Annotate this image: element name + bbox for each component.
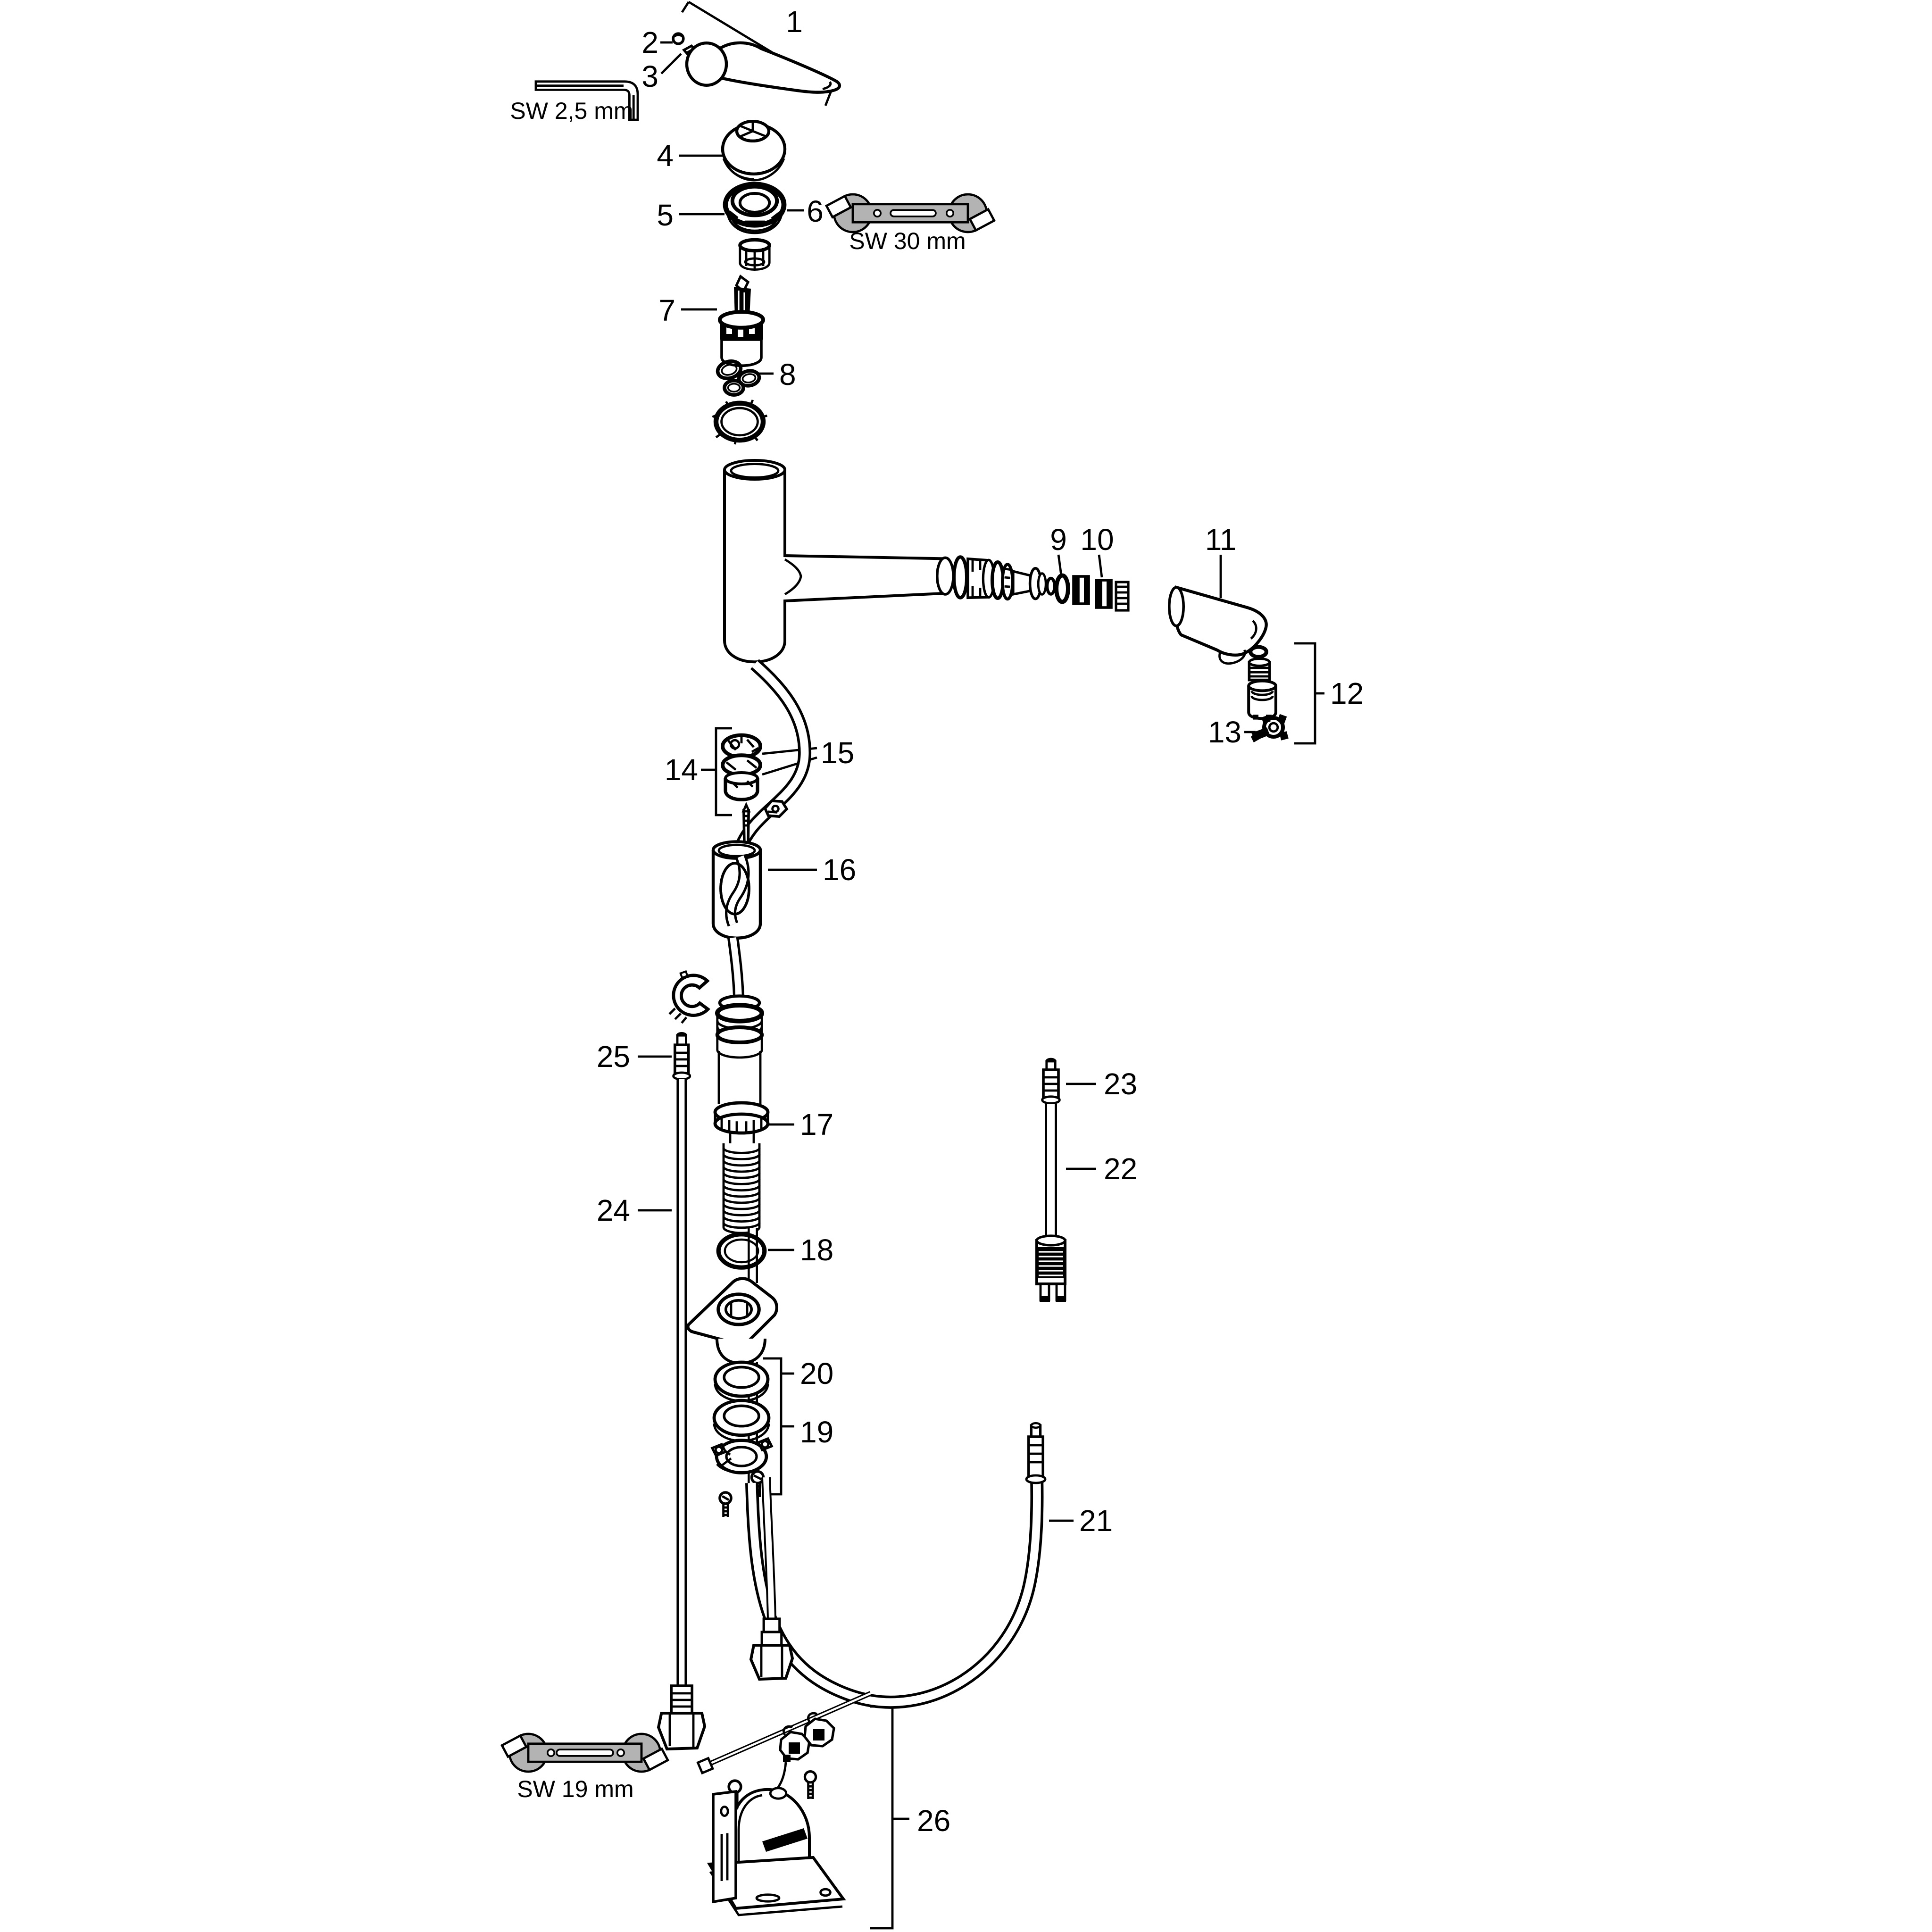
part-label-13: 13 [1208, 715, 1241, 749]
part-label-4: 4 [657, 139, 674, 173]
wrench-hole [617, 1749, 624, 1756]
part-12-aerator-set [1249, 647, 1276, 720]
wrench-30-label: SW 30 mm [849, 228, 966, 254]
split-ring [740, 240, 769, 269]
part-10-bearing-rings [1074, 576, 1111, 608]
shank-fittings [954, 557, 1128, 610]
cable-tie-head [698, 1758, 712, 1773]
part-1-lever-handle [687, 43, 840, 92]
captive-nut [751, 1645, 792, 1679]
part-label-17: 17 [800, 1108, 834, 1141]
part-label-21: 21 [1079, 1504, 1113, 1538]
retaining-c-clip [669, 971, 708, 1023]
bracket-part-26 [870, 1707, 909, 1928]
part-label-12: 12 [1330, 676, 1364, 710]
part-label-14: 14 [664, 753, 698, 787]
part-24-supply-hose [658, 1033, 705, 1749]
escutcheon-dome [717, 1339, 765, 1363]
aerator-insert [1249, 658, 1269, 680]
wrench-19-label: SW 19 mm [517, 1776, 634, 1802]
part-label-16: 16 [823, 853, 857, 887]
wrench-30-tool [826, 194, 994, 232]
captive-nut [658, 1713, 705, 1749]
escutcheon-base [688, 1279, 776, 1363]
part-label-19: 19 [800, 1415, 834, 1449]
part-label-6: 6 [807, 194, 824, 228]
valve-clip [765, 801, 787, 816]
shank-collar [717, 996, 762, 1058]
part-number-labels [597, 5, 1364, 1838]
pullout-hose-mid [733, 938, 739, 996]
part-label-11: 11 [1205, 523, 1237, 557]
part-label-23: 23 [1104, 1067, 1138, 1101]
part-label-5: 5 [657, 198, 674, 232]
part-2-plug [673, 33, 683, 44]
wrench-hole [947, 210, 953, 217]
aerator-o-ring [1250, 647, 1266, 657]
part-25-nipple [674, 1033, 690, 1079]
shank-body [719, 1051, 760, 1104]
part-label-2: 2 [641, 25, 658, 59]
wrench-hole [548, 1749, 554, 1756]
wrench-slot [891, 210, 936, 217]
part-22-supply-hose [1037, 1059, 1066, 1302]
hex-key-label: SW 2,5 mm [510, 98, 633, 124]
wrench-19-tool [502, 1734, 668, 1772]
part-label-8: 8 [779, 358, 796, 391]
part-7-cartridge [720, 276, 763, 366]
leader-part-9 [1058, 555, 1061, 575]
part-14-check-valve-stack [723, 735, 760, 799]
part-label-22: 22 [1104, 1152, 1138, 1186]
part-26-weight-set [698, 1693, 871, 1915]
aerator-housing [1249, 681, 1276, 720]
threaded-tip [1116, 582, 1128, 610]
part-23-nipple [1042, 1059, 1060, 1103]
wrench-slot [557, 1749, 613, 1756]
hose-nipple [1026, 1423, 1045, 1483]
part-label-3: 3 [641, 59, 658, 93]
leader-part-3 [661, 54, 681, 74]
part-label-18: 18 [800, 1233, 834, 1267]
part-label-24: 24 [596, 1193, 630, 1227]
screw-right [805, 1772, 816, 1799]
part-4-dome-cap [723, 121, 785, 180]
leader-part-10 [1099, 555, 1102, 577]
bracket-part-12 [1294, 643, 1324, 743]
part-label-15: 15 [821, 736, 855, 770]
part-label-25: 25 [596, 1040, 630, 1074]
part-label-1: 1 [786, 5, 803, 39]
part-label-7: 7 [658, 293, 675, 327]
faucet-body [724, 460, 954, 662]
valve-pin [743, 805, 749, 844]
part-label-10: 10 [1080, 523, 1114, 557]
clamp-ring [712, 1439, 772, 1473]
spout-outlet [937, 558, 953, 594]
part-9-o-ring [1057, 575, 1068, 602]
quick-connect-block [1037, 1236, 1066, 1302]
weight-bracket [713, 1791, 736, 1902]
clip-wire [776, 1762, 786, 1790]
part-5-retaining-nut [725, 184, 784, 233]
part-21-pullout-hose [752, 1423, 1045, 1702]
part-label-26: 26 [917, 1804, 951, 1838]
clamp-screw-left [720, 1492, 731, 1517]
part-label-9: 9 [1050, 523, 1067, 557]
small-seal [1047, 578, 1055, 594]
part-17-threaded-shank [715, 1103, 768, 1233]
part-18-o-ring [718, 1234, 765, 1267]
part-label-20: 20 [800, 1357, 834, 1391]
wrench-hole [874, 210, 881, 217]
toothed-ring [712, 400, 767, 444]
part-20-washer [715, 1362, 768, 1401]
part-16-guide-tube [713, 841, 760, 938]
